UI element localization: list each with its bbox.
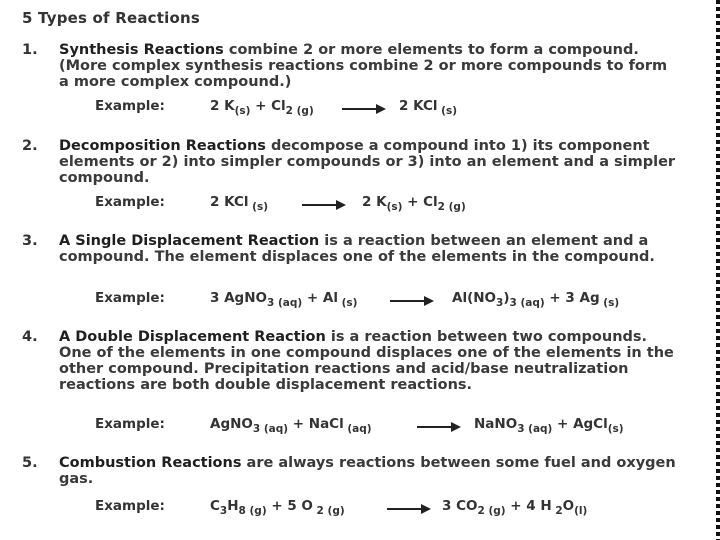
example-label: Example:	[95, 290, 165, 306]
item-number: 4.	[22, 329, 38, 345]
item-number: 3.	[22, 233, 38, 249]
example-label: Example:	[95, 416, 165, 432]
products: 2 KCl $_{(s)}$	[399, 98, 457, 117]
item-number: 5.	[22, 455, 38, 471]
reaction-arrow-icon	[302, 204, 344, 206]
item-description	[59, 42, 679, 90]
item-number: 1.	[22, 42, 38, 58]
reaction-arrow-icon	[387, 508, 429, 510]
products: 3 $CO_{2 (g)} + 4$ H $_2O_{(l)}$	[442, 498, 588, 517]
example-label: Example:	[95, 498, 165, 514]
example-label: Example:	[95, 98, 165, 114]
item-text: decompose a compound into 1) its component elements or 2) into simpler compounds or 3) into an element and a simpler compound.	[59, 138, 676, 186]
item-text: is a reaction between an element and a compound. The element displaces one of the elements in the compound.	[59, 233, 655, 265]
reactants: 2 KCl $_{(s)}$	[210, 194, 268, 213]
example-label: Example:	[95, 194, 165, 210]
page-edge-border	[716, 0, 720, 540]
item-text: is a reaction between two compounds. One of the elements in one compound displaces one of the elements in the other compound. Precipitation reactions and acid/base neutralization reactions are both double displacement reactions.	[59, 329, 674, 393]
reactants: 2 $K_{(s)} + Cl_{2 (g)}$	[210, 98, 314, 117]
products: $Al(NO_3)_{3 (aq)} + 3$ Ag $_{(s)}$	[452, 290, 620, 309]
item-number: 2.	[22, 138, 38, 154]
item-description	[59, 455, 679, 487]
item-term: A Double Displacement Reaction	[59, 329, 326, 345]
reaction-arrow-icon	[390, 300, 432, 302]
products: 2 $K_{(s)} + Cl_{2 (g)}$	[362, 194, 466, 213]
reactants: 3 AgNO$_{3 (aq)}$ + Al $_{(s)}$	[210, 290, 358, 309]
products: NaNO$_{3 (aq)}$ + AgCl$_{(s)}$	[474, 416, 624, 435]
item-description	[59, 329, 679, 393]
reaction-arrow-icon	[342, 108, 384, 110]
item-term: A Single Displacement Reaction	[59, 233, 320, 249]
reactants: AgNO$_{3 (aq)}$ + NaCl $_{(aq)}$	[210, 416, 372, 435]
page-title: 5 Types of Reactions	[22, 9, 200, 27]
item-term: Synthesis Reactions	[59, 42, 224, 58]
item-description	[59, 233, 679, 265]
item-term: Combustion Reactions	[59, 455, 242, 471]
item-text: are always reactions between some fuel and oxygen gas.	[59, 455, 676, 487]
item-text: combine 2 or more elements to form a compound. (More complex synthesis reactions combine 2 or more compounds to form a more complex compound.)	[59, 42, 668, 90]
item-term: Decomposition Reactions	[59, 138, 266, 154]
item-description	[59, 138, 679, 186]
reaction-arrow-icon	[417, 426, 459, 428]
reactants: $C_3H_{8 (g)} + 5$ O $_{2 (g)}$	[210, 498, 345, 517]
